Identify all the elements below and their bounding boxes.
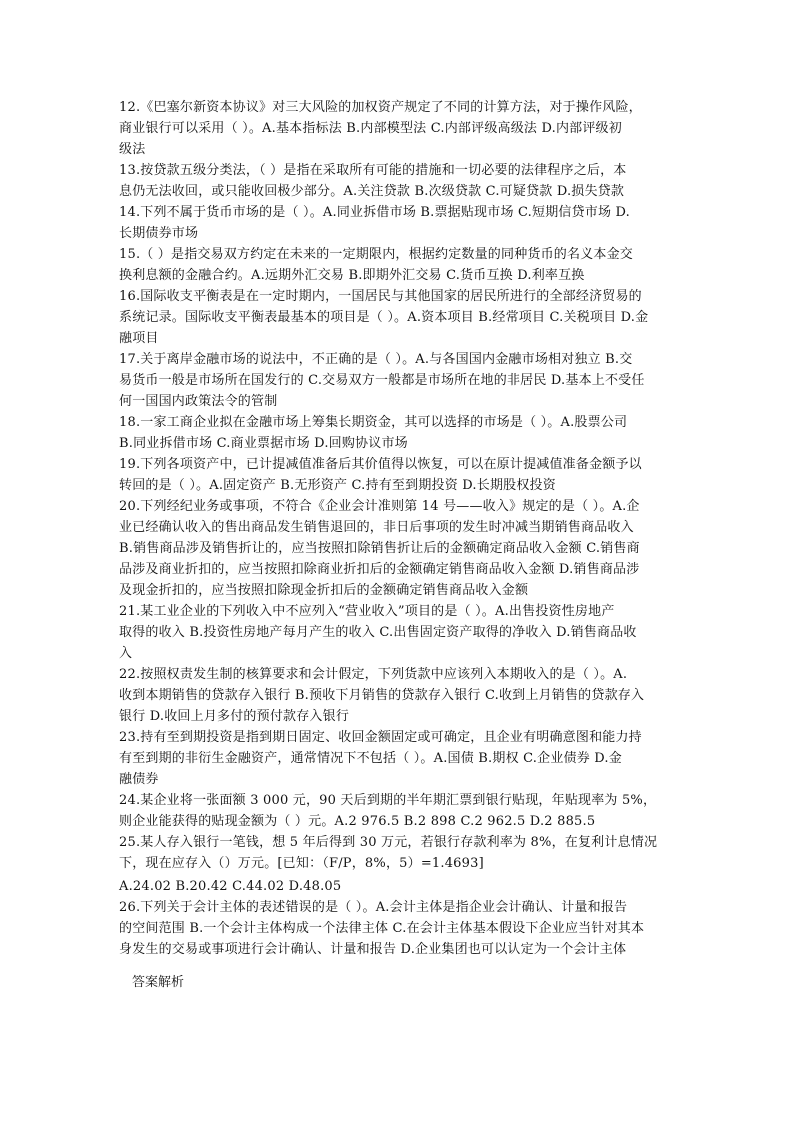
document-line: 21.某工业企业的下列收入中不应列入“营业收入”项目的是（ ）。A.出售投资性房地产	[119, 604, 615, 619]
answer-heading: 答案解析	[132, 975, 185, 990]
document-line: 13.按贷款五级分类法，（ ）是指在采取所有可能的措施和一切必要的法律程序之后，本	[119, 163, 627, 178]
document-line: A.24.02 B.20.42 C.44.02 D.48.05	[119, 879, 342, 894]
document-line: 17.关于离岸金融市场的说法中，不正确的是（ ）。A.与各国国内金融市场相对独立 B.交	[119, 352, 633, 367]
document-line: 融项目	[119, 331, 159, 346]
document-line: 长期债券市场	[119, 226, 199, 241]
document-line: 易货币一般是市场所在国发行的 C.交易双方一般都是市场所在地的非居民 D.基本上不受任	[119, 373, 645, 388]
document-line: 26.下列关于会计主体的表述错误的是（ ）。A.会计主体是指企业会计确认、计量和报告	[119, 900, 628, 915]
document-line: 换利息额的金融合约。A.远期外汇交易 B.即期外汇交易 C.货币互换 D.利率互换	[119, 268, 585, 283]
document-line: 转回的是（ ）。A.固定资产 B.无形资产 C.持有至到期投资 D.长期股权投资	[119, 478, 556, 493]
document-line: 24.某企业将一张面额 3 000 元，90 天后到期的半年期汇票到银行贴现，年贴现率为 5%，	[119, 793, 657, 808]
document-line: 有至到期的非衍生金融资产，通常情况下不包括（ ）。A.国债 B.期权 C.企业债券 D.金	[119, 751, 622, 766]
document-line: 收到本期销售的贷款存入银行 B.预收下月销售的贷款存入银行 C.收到上月销售的贷款存入	[119, 688, 645, 703]
question-list	[119, 97, 679, 960]
document-line: 22.按照权责发生制的核算要求和会计假定，下列货款中应该列入本期收入的是（ ）。A.	[119, 667, 628, 682]
document-line: 身发生的交易或事项进行会计确认、计量和报告 D.企业集团也可以认定为一个会计主体	[119, 942, 627, 957]
document-line: 12.《巴塞尔新资本协议》对三大风险的加权资产规定了不同的计算方法，对于操作风险，	[119, 100, 642, 115]
document-line: 19.下列各项资产中，已计提减值准备后其价值得以恢复，可以在原计提减值准备金额予以	[119, 457, 642, 472]
document-line: 18.一家工商企业拟在金融市场上筹集长期资金，其可以选择的市场是（ ）。A.股票公司	[119, 415, 628, 430]
document-line: 14.下列不属于货币市场的是（ ）。A.同业拆借市场 B.票据贴现市场 C.短期信贷市场 D.	[119, 205, 631, 220]
document-line: B.销售商品涉及销售折让的，应当按照扣除销售折让后的金额确定商品收入金额 C.销售商	[119, 541, 640, 556]
document-line: 及现金折扣的，应当按照扣除现金折扣后的金额确定销售商品收入金额	[119, 583, 529, 598]
document-line: 20.下列经纪业务或事项，不符合《企业会计准则第 14 号——收入》规定的是（ ）。A.企	[119, 499, 640, 514]
document-line: 的空间范围 B.一个会计主体构成一个法律主体 C.在会计主体基本假设下企业应当针对其本	[119, 921, 645, 936]
document-line: 银行 D.收回上月多付的预付款存入银行	[119, 709, 350, 724]
document-line: 系统记录。国际收支平衡表最基本的项目是（ ）。A.资本项目 B.经常项目 C.关税项目 D.金	[119, 310, 649, 325]
document-line: 融债券	[119, 772, 159, 787]
document-line: 入	[119, 646, 133, 661]
document-line: B.同业拆借市场 C.商业票据市场 D.回购协议市场	[119, 436, 408, 451]
document-line: 息仍无法收回，或只能收回极少部分。A.关注贷款 B.次级贷款 C.可疑贷款 D.损失贷款	[119, 184, 625, 199]
document-line: 品涉及商业折扣的，应当按照扣除商业折扣后的金额确定销售商品收入金额 D.销售商品涉	[119, 562, 640, 577]
document-line: 23.持有至到期投资是指到期日固定、收回金额固定或可确定，且企业有明确意图和能力持	[119, 730, 642, 745]
document-line: 则企业能获得的贴现金额为（ ）元。A.2 976.5 B.2 898 C.2 962.5 D.2 885.5	[119, 814, 596, 829]
document-line: 商业银行可以采用（ ）。A.基本指标法 B.内部模型法 C.内部评级高级法 D.内部评级初	[119, 121, 622, 136]
document-line: 业已经确认收入的售出商品发生销售退回的，非日后事项的发生时冲减当期销售商品收入	[119, 520, 634, 535]
document-line: 何一国国内政策法令的管制	[119, 394, 278, 409]
document-line: 取得的收入 B.投资性房地产每月产生的收入 C.出售固定资产取得的净收入 D.销售商品收	[119, 625, 637, 640]
document-line: 15.（ ）是指交易双方约定在未来的一定期限内，根据约定数量的同种货币的名义本金交	[119, 247, 634, 262]
document-line: 下，现在应存入（）万元。[已知：（F/P，8%，5）=1.4693]	[119, 856, 484, 871]
document-line: 级法	[119, 142, 146, 157]
document-line: 25.某人存入银行一笔钱，想 5 年后得到 30 万元，若银行存款利率为 8%，在复利计息情况	[119, 835, 658, 850]
document-line: 16.国际收支平衡表是在一定时期内，一国居民与其他国家的居民所进行的全部经济贸易的	[119, 289, 642, 304]
